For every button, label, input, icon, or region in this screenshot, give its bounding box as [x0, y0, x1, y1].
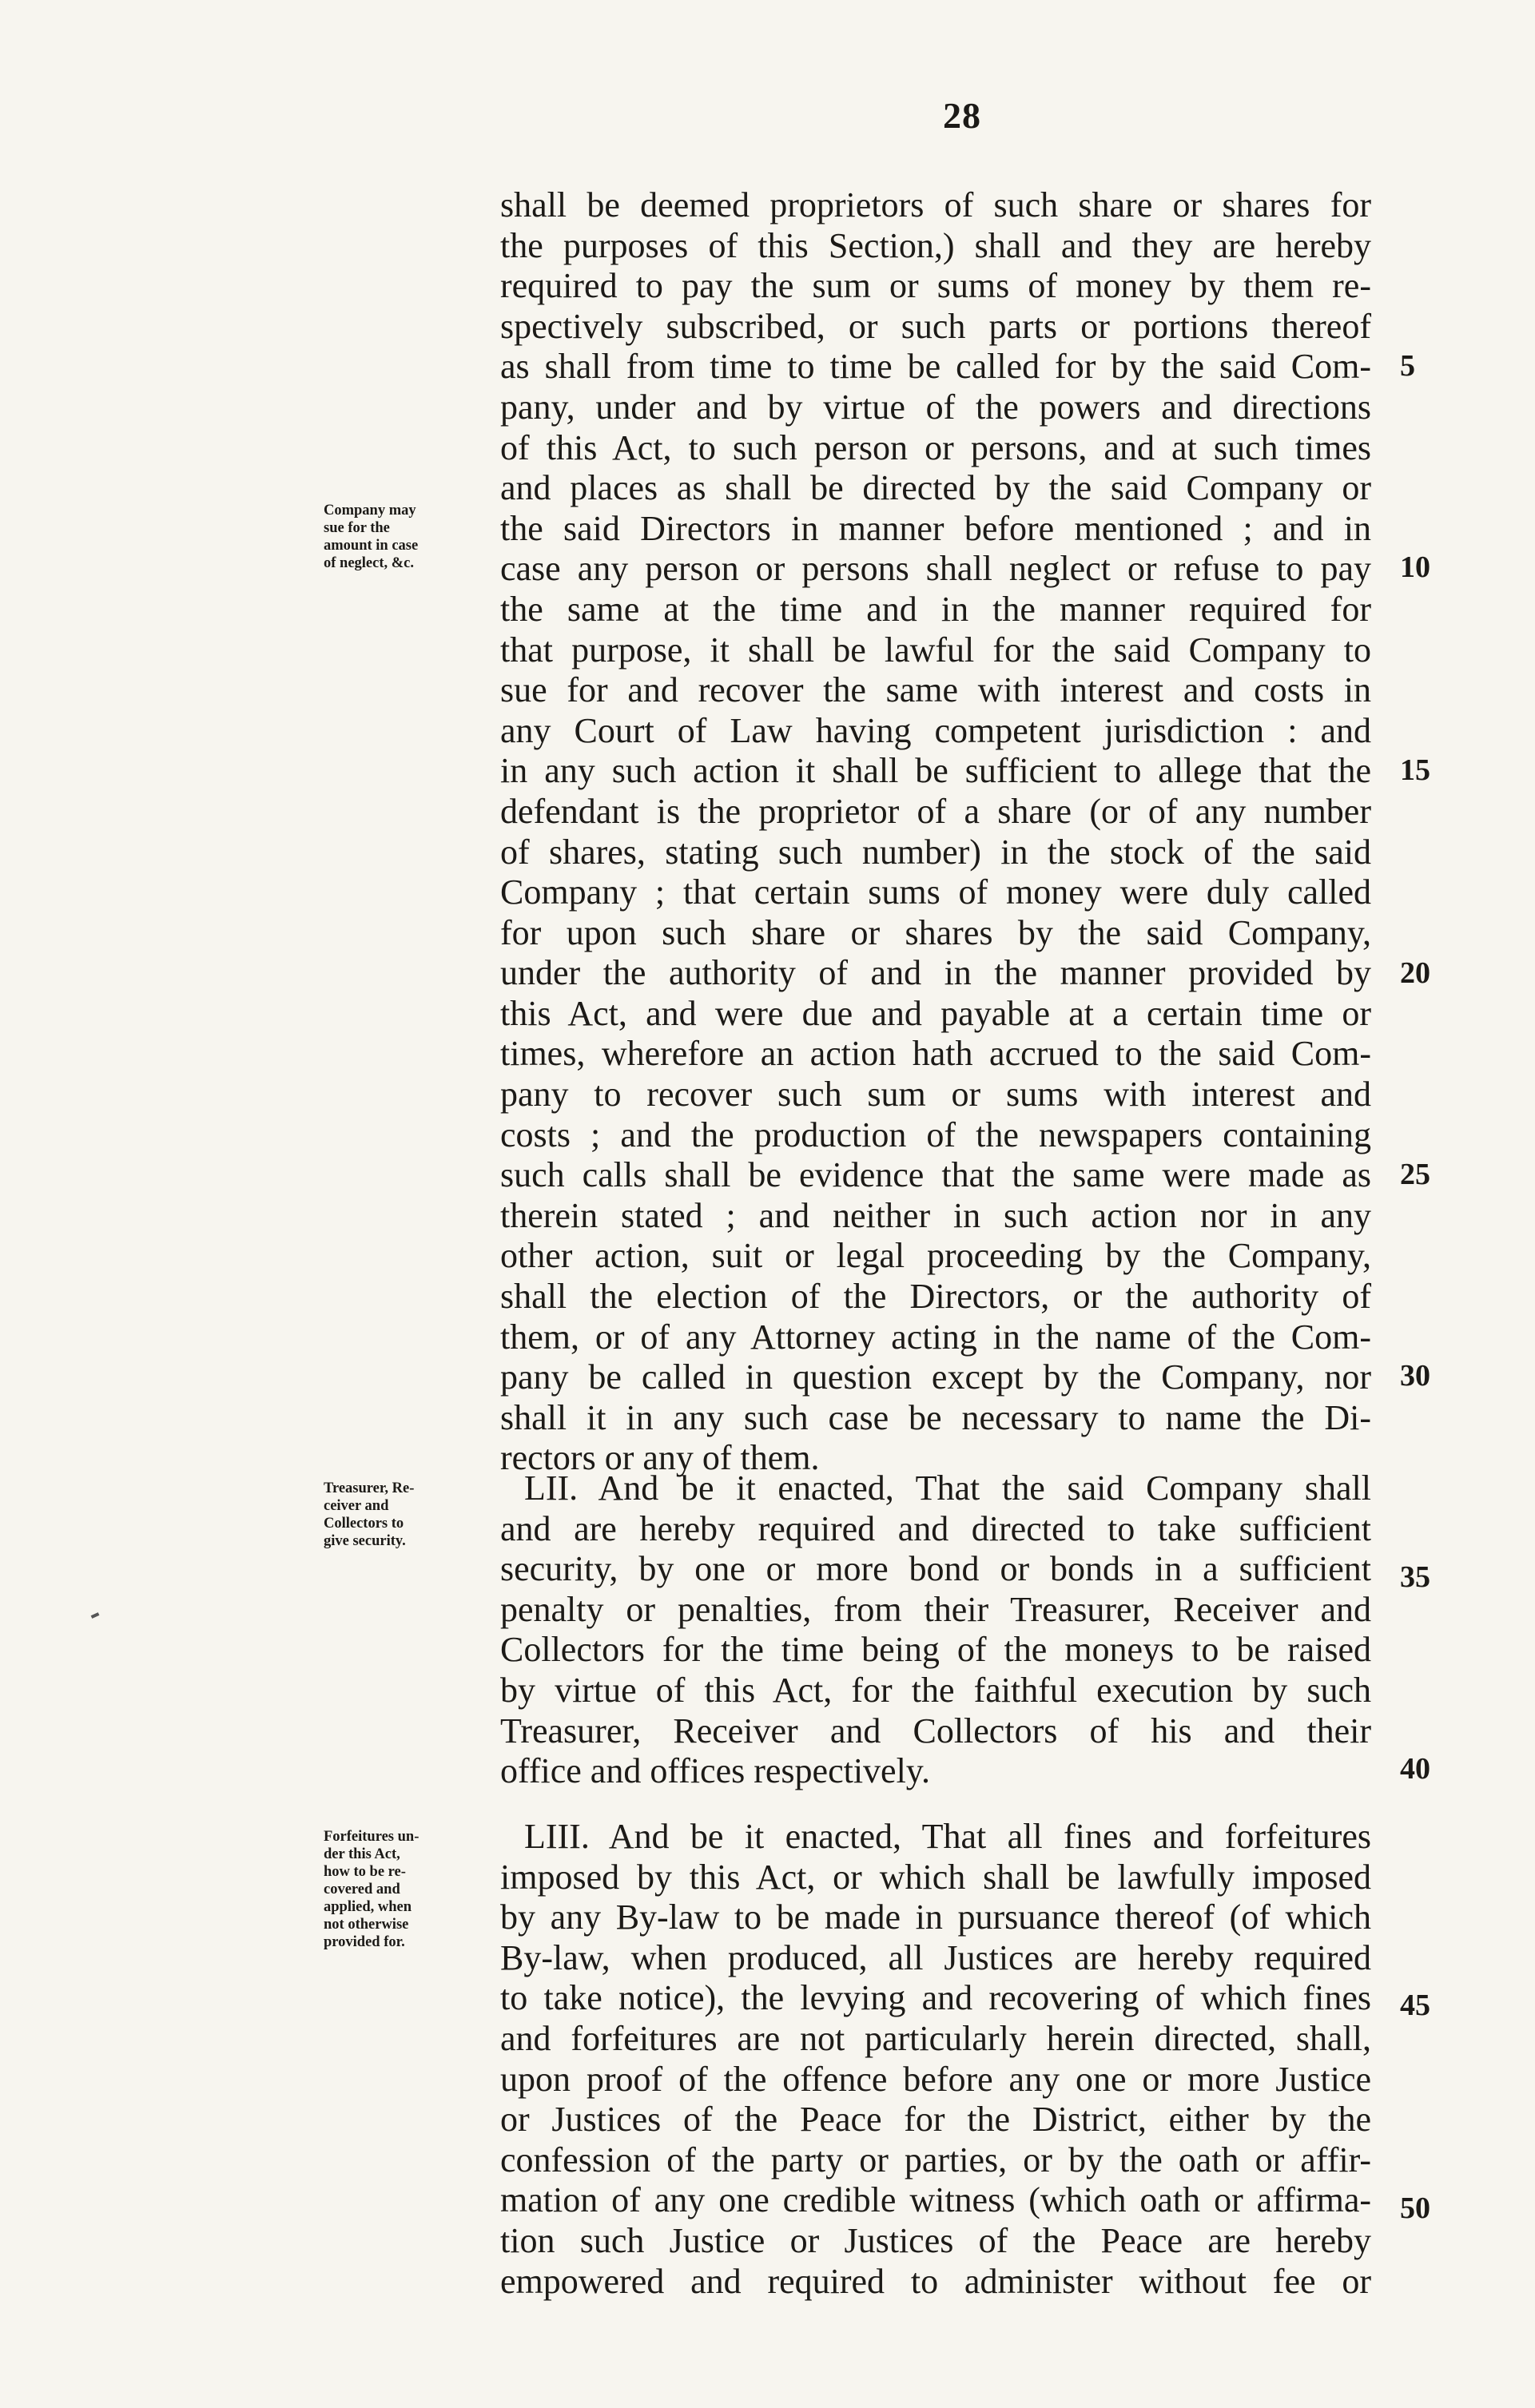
margin-note-treasurer-security	[324, 1480, 483, 1550]
margin-note-line: Treasurer, Re-	[324, 1480, 415, 1496]
text-line: pany be called in question except by the Company, nor	[500, 1357, 1371, 1397]
section-liii-text	[500, 1817, 1371, 2302]
margin-note-line: not otherwise	[324, 1917, 409, 1933]
text-line: other action, suit or legal proceeding by the Company,	[500, 1236, 1371, 1276]
text-line: case any person or persons shall neglect or refuse to pay	[500, 549, 1371, 589]
text-line: confession of the party or parties, or by the oath or affir-	[500, 2140, 1371, 2180]
margin-note-line: applied, when	[324, 1899, 412, 1915]
text-line: and are hereby required and directed to take sufficient	[500, 1508, 1371, 1548]
text-line: under the authority of and in the manner provided by	[500, 953, 1371, 993]
text-line: upon proof of the offence before any one or more Justice	[500, 2059, 1371, 2099]
line-number: 20	[1400, 956, 1430, 990]
margin-note-line: provided for.	[324, 1934, 405, 1950]
text-line: therein stated ; and neither in such action nor in any	[500, 1195, 1371, 1235]
margin-note-line: Company may	[324, 503, 416, 519]
text-line: Company ; that certain sums of money were duly called	[500, 872, 1371, 912]
line-number: 15	[1400, 753, 1430, 787]
margin-note-line: of neglect, &c.	[324, 555, 415, 571]
margin-note-line: Collectors to	[324, 1516, 404, 1532]
margin-note-line: covered and	[324, 1881, 400, 1897]
text-line: or Justices of the Peace for the District, either by the	[500, 2100, 1371, 2140]
margin-note-line: der this Act,	[324, 1846, 400, 1862]
ink-mark	[91, 1612, 100, 1619]
text-line: as shall from time to time be called for by the said Com-	[500, 347, 1371, 387]
text-line: office and offices respectively.	[500, 1751, 930, 1791]
text-line: by virtue of this Act, for the faithful execution by such	[500, 1670, 1371, 1710]
margin-note-line: sue for the	[324, 520, 390, 536]
line-number: 50	[1400, 2191, 1430, 2225]
margin-note-line: how to be re-	[324, 1864, 406, 1880]
text-line: penalty or penalties, from their Treasurer, Receiver and	[500, 1589, 1371, 1629]
line-number: 35	[1400, 1560, 1430, 1594]
margin-note-forfeitures	[324, 1828, 483, 1951]
text-line: for upon such share or shares by the said Company,	[500, 912, 1371, 952]
text-line: Collectors for the time being of the moneys to be raised	[500, 1630, 1371, 1670]
text-line: LIII. And be it enacted, That all fines and forfeitures	[524, 1817, 1371, 1856]
text-line: spectively subscribed, or such parts or portions thereof	[500, 306, 1371, 346]
margin-note-line: give security.	[324, 1533, 406, 1549]
text-line: shall be deemed proprietors of such share or shares for	[500, 185, 1371, 225]
text-line: shall it in any such case be necessary to name the Di-	[500, 1397, 1371, 1437]
text-line: shall the election of the Directors, or the authority of	[500, 1277, 1371, 1317]
section-lii-text	[500, 1468, 1371, 1792]
line-number: 30	[1400, 1359, 1430, 1393]
text-line: in any such action it shall be sufficient to allege that the	[500, 751, 1371, 791]
text-line: by any By-law to be made in pursuance thereof (of which	[500, 1897, 1371, 1937]
text-line: that purpose, it shall be lawful for the said Company to	[500, 630, 1371, 670]
text-line: required to pay the sum or sums of money by them re-	[500, 266, 1371, 306]
text-line: of this Act, to such person or persons, and at such times	[500, 427, 1371, 467]
text-line: times, wherefore an action hath accrued to the said Com-	[500, 1034, 1371, 1074]
text-line: to take notice), the levying and recovering of which fines	[500, 1978, 1371, 2018]
text-line: LII. And be it enacted, That the said Company shall	[524, 1468, 1371, 1508]
text-line: imposed by this Act, or which shall be lawfully imposed	[500, 1857, 1371, 1897]
text-line: this Act, and were due and payable at a certain time or	[500, 993, 1371, 1033]
text-line: and forfeitures are not particularly herein directed, shall,	[500, 2018, 1371, 2058]
text-line: By-law, when produced, all Justices are hereby required	[500, 1937, 1371, 1977]
text-line: the said Directors in manner before mentioned ; and in	[500, 508, 1371, 548]
text-line: costs ; and the production of the newspapers containing	[500, 1115, 1371, 1154]
line-number: 10	[1400, 550, 1430, 584]
text-line: Treasurer, Receiver and Collectors of his and their	[500, 1711, 1371, 1750]
margin-note-line: Forfeitures un-	[324, 1829, 420, 1845]
text-line: the same at the time and in the manner required for	[500, 589, 1371, 629]
line-number: 40	[1400, 1752, 1430, 1786]
text-line: security, by one or more bond or bonds in a sufficient	[500, 1549, 1371, 1589]
text-line: pany, under and by virtue of the powers and directions	[500, 387, 1371, 427]
line-number: 25	[1400, 1158, 1430, 1191]
line-number: 5	[1400, 349, 1415, 383]
text-line: and places as shall be directed by the said Company or	[500, 468, 1371, 508]
margin-note-company-may-sue	[324, 502, 483, 572]
margin-note-line: amount in case	[324, 538, 419, 554]
text-line: rectors or any of them.	[500, 1438, 820, 1478]
text-line: the purposes of this Section,) shall and they are hereby	[500, 225, 1371, 265]
text-line: any Court of Law having competent jurisdiction : and	[500, 710, 1371, 750]
text-line: empowered and required to administer without fee or	[500, 2261, 1371, 2301]
page-number: 28	[943, 95, 981, 136]
text-line: pany to recover such sum or sums with interest and	[500, 1075, 1371, 1115]
margin-note-line: ceiver and	[324, 1498, 389, 1514]
text-line: such calls shall be evidence that the same were made as	[500, 1155, 1371, 1195]
text-line: defendant is the proprietor of a share (or of any number	[500, 791, 1371, 831]
line-number: 45	[1400, 1989, 1430, 2022]
text-line: of shares, stating such number) in the stock of the said	[500, 832, 1371, 872]
section-continuation-text	[500, 185, 1371, 1479]
text-line: tion such Justice or Justices of the Peace are hereby	[500, 2220, 1371, 2260]
text-line: sue for and recover the same with interest and costs in	[500, 670, 1371, 710]
text-line: them, or of any Attorney acting in the name of the Com-	[500, 1317, 1371, 1357]
text-line: mation of any one credible witness (which oath or affirma-	[500, 2180, 1371, 2220]
